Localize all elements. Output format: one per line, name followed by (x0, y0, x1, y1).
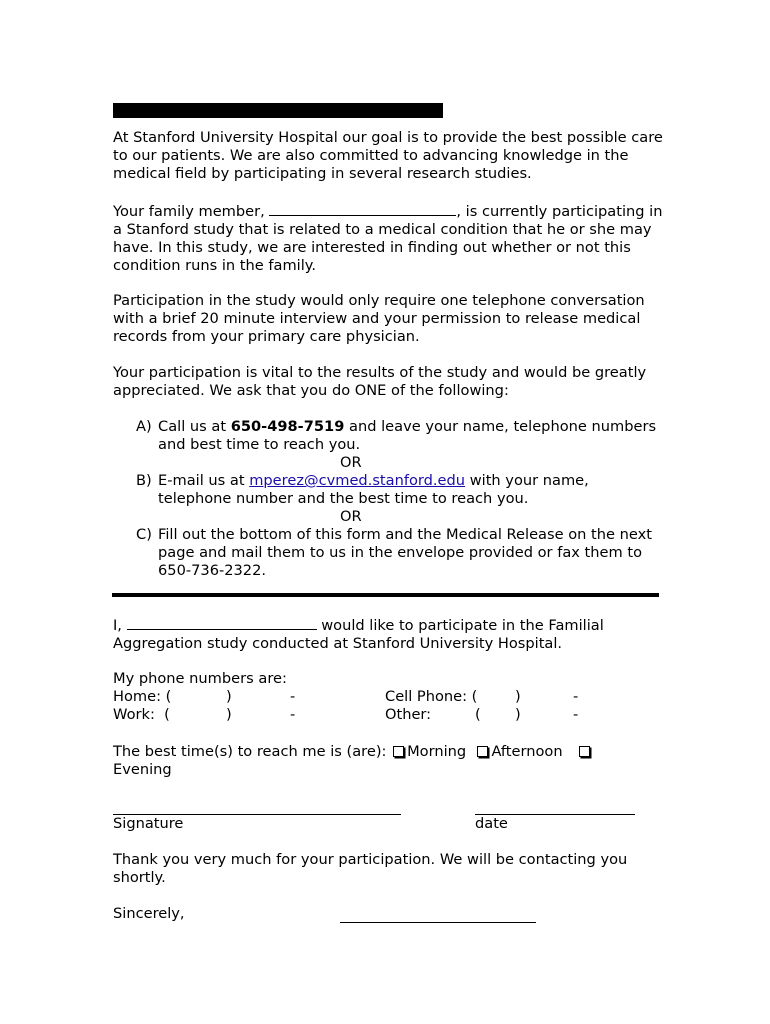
other-paren-close: ) (515, 706, 521, 723)
intro-paragraph: At Stanford University Hospital our goal is to provide the best possible care to our patients. We are also committed to advancing knowledge in the medical field by participating in several research studies. (113, 129, 663, 182)
home-phone-label: Home: ( (113, 688, 172, 705)
section-divider (112, 593, 659, 597)
participant-name-blank[interactable] (127, 616, 317, 630)
evening-checkbox[interactable] (579, 746, 590, 757)
date-label: date (475, 815, 508, 832)
work-phone-label: Work: ( (113, 706, 170, 723)
thanks-paragraph: Thank you very much for your participation. We will be contacting you shortly. (113, 851, 628, 886)
morning-checkbox[interactable] (393, 746, 404, 757)
consent-statement: I, would like to participate in the Familial Aggregation study conducted at Stanford University Hospital. (113, 617, 604, 652)
work-paren-close: ) (226, 706, 232, 723)
option-b: B) E-mail us at mperez@cvmed.stanford.edu with your name, telephone number and the best time to reach you. (136, 472, 589, 507)
other-dash: - (573, 706, 579, 723)
phones-label: My phone numbers are: (113, 670, 287, 687)
family-member-name-blank[interactable] (269, 202, 456, 216)
cell-dash: - (573, 688, 579, 705)
option-c: C) Fill out the bottom of this form and the Medical Release on the next page and mail them to us in the envelope provided or fax them to 650-736-2322. (136, 526, 652, 579)
or-separator-1: OR (340, 454, 362, 471)
or-separator-2: OR (340, 508, 362, 525)
option-a: A) Call us at 650-498-7519 and leave your name, telephone numbers and best time to reach you. (136, 418, 657, 453)
work-dash: - (290, 706, 296, 723)
cell-paren-close: ) (515, 688, 521, 705)
evening-label: Evening (113, 761, 172, 778)
afternoon-checkbox[interactable] (477, 746, 488, 757)
sincerely-label: Sincerely, (113, 905, 185, 922)
participation-paragraph: Participation in the study would only require one telephone conversation with a brief 20 minute interview and your permission to release medical records from your primary care physician. (113, 292, 645, 345)
sincerely-signature-line[interactable] (340, 922, 536, 923)
vital-paragraph: Your participation is vital to the results of the study and would be greatly appreciated. We ask that you do ONE of the following: (113, 364, 647, 399)
signature-label: Signature (113, 815, 184, 832)
home-dash: - (290, 688, 296, 705)
family-member-paragraph: Your family member, , is currently participating in a Stanford study that is related to a medical condition that he or she may have. In this study, we are interested in finding out whether or not this condition runs in the family. (113, 203, 663, 274)
best-time-row: The best time(s) to reach me is (are): Morning Afternoon (113, 743, 593, 761)
redacted-heading-bar (113, 103, 443, 118)
other-paren-open: ( (475, 706, 481, 723)
cell-phone-label: Cell Phone: ( (385, 688, 478, 705)
study-phone-number: 650-498-7519 (230, 418, 345, 435)
email-link[interactable]: mperez@cvmed.stanford.edu (249, 472, 466, 489)
other-phone-label: Other: (385, 706, 432, 723)
home-paren-close: ) (226, 688, 232, 705)
